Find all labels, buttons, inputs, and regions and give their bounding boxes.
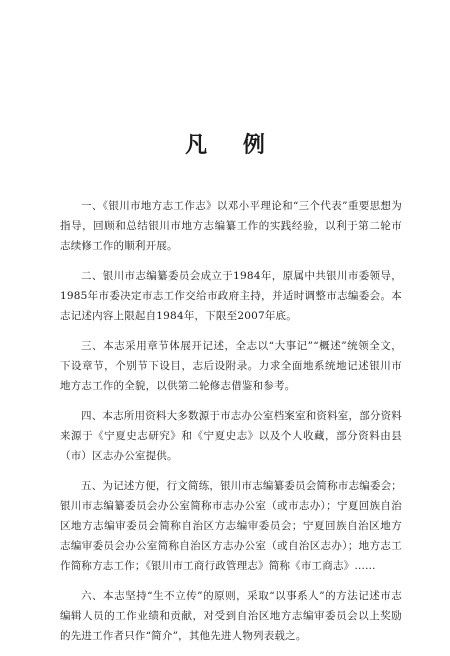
paragraph-1: 一、《银川市地方志工作志》以邓小平理论和“三个代表”重要思想为指导，回顾和总结银川市地方志编纂工作的实践经验，以利于第二轮市志续修工作的顺利开展。: [60, 200, 402, 252]
paragraph-3: 三、本志采用章节体展开记述，全志以“大事记”“概述”统领全文，下设章节，个别节下设目，志后设附录。力求全面地系统地记述银川市地方志工作的全貌，以供第二轮修志借鉴和参考。: [60, 340, 402, 392]
paragraph-4: 四、本志所用资料大多数源于市志办公室档案室和资料室，部分资料来源于《宁夏史志研究》和《宁夏史志》以及个人收藏，部分资料由县（市）区志办公室提供。: [60, 410, 402, 462]
paragraph-6: 六、本志坚持“生不立传”的原则，采取“以事系人”的方法记述市志编辑人员的工作业绩和贡献，对受到自治区地方志编审委员会以上奖励的先进工作者只作“简介”，其他先进人物列表载之。: [60, 590, 402, 642]
page-body: [60, 196, 402, 656]
paragraph-5: 五、为记述方便，行文简练，银川市志编纂委员会简称市志编委会；银川市志编纂委员会办公室简称市志办公室（或市志办）；宁夏回族自治区地方志编审委员会简称自治区方志编审委员会；宁夏回族自治区地方志编审委员会办公室简称自治区方志办公室（或自治区志办）；地方志工作简称方志工作；《银川市工商行政管理志》简称《市工商志》……: [60, 480, 402, 572]
page-title: 凡 例: [185, 133, 279, 158]
paragraph-2: 二、银川市志编纂委员会成立于1984年，原属中共银川市委领导，1985年市委决定市志工作交给市政府主持，并适时调整市志编委会。本志记述内容上限起自1984年，下限至2007年底。: [60, 270, 402, 322]
